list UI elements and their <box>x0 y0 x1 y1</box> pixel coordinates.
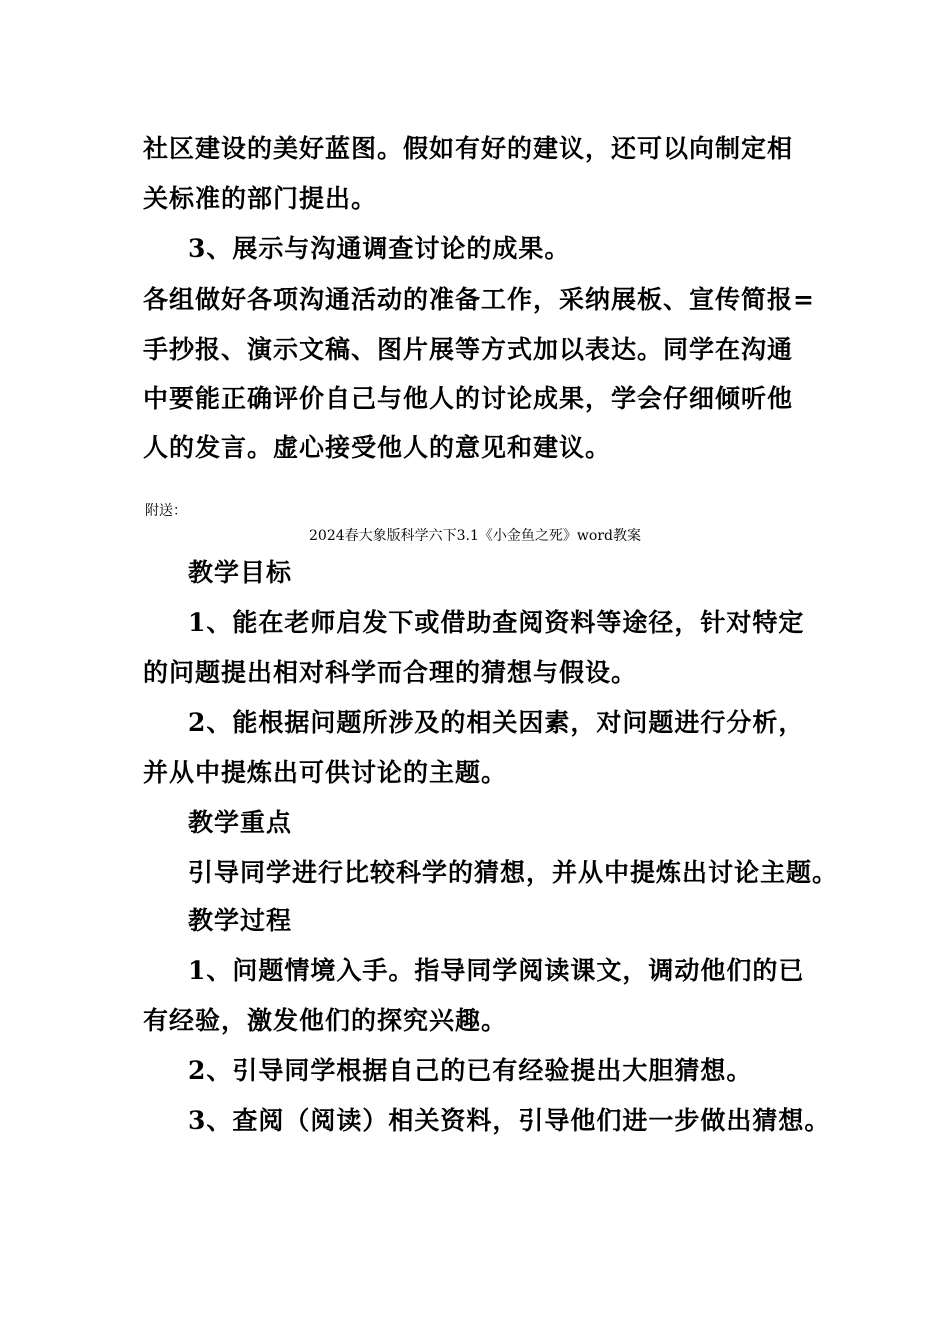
paragraph-line: 人的发言。虚心接受他人的意见和建议。 <box>143 433 612 462</box>
paragraph-line: 1、问题情境入手。指导同学阅读课文，调动他们的已 <box>188 956 805 985</box>
paragraph-line: 1、能在老师启发下或借助查阅资料等途径，针对特定 <box>188 608 805 637</box>
paragraph-line: 的问题提出相对科学而合理的猜想与假设。 <box>143 658 638 687</box>
paragraph-line: 社区建设的美好蓝图。假如有好的建议，还可以向制定相 <box>143 134 794 163</box>
paragraph-line: 2、能根据问题所涉及的相关因素，对问题进行分析， <box>188 708 805 737</box>
section-heading: 教学目标 <box>188 558 293 587</box>
appendix-label: 附送： <box>145 503 187 519</box>
paragraph-line: 3、查阅（阅读）相关资料，引导他们进一步做出猜想。 <box>188 1106 831 1135</box>
paragraph-line: 有经验，激发他们的探究兴趣。 <box>143 1006 508 1035</box>
paragraph-line: 引导同学进行比较科学的猜想，并从中提炼出讨论主题。 <box>188 858 839 887</box>
paragraph-line: 2、引导同学根据自己的已有经验提出大胆猜想。 <box>188 1056 753 1085</box>
paragraph-line: 各组做好各项沟通活动的准备工作，采纳展板、宣传简报= <box>143 285 815 314</box>
paragraph-line: 中要能正确评价自己与他人的讨论成果，学会仔细倾听他 <box>143 384 794 413</box>
paragraph-line: 关标准的部门提出。 <box>143 184 378 213</box>
paragraph-line: 并从中提炼出可供讨论的主题。 <box>143 758 508 787</box>
section-heading: 教学过程 <box>188 906 293 935</box>
appendix-title: 2024春大象版科学六下3.1《小金鱼之死》word教案 <box>309 528 641 544</box>
paragraph-line: 手抄报、演示文稿、图片展等方式加以表达。同学在沟通 <box>143 335 794 364</box>
section-heading: 3、展示与沟通调查讨论的成果。 <box>188 234 571 263</box>
section-heading: 教学重点 <box>188 808 293 837</box>
